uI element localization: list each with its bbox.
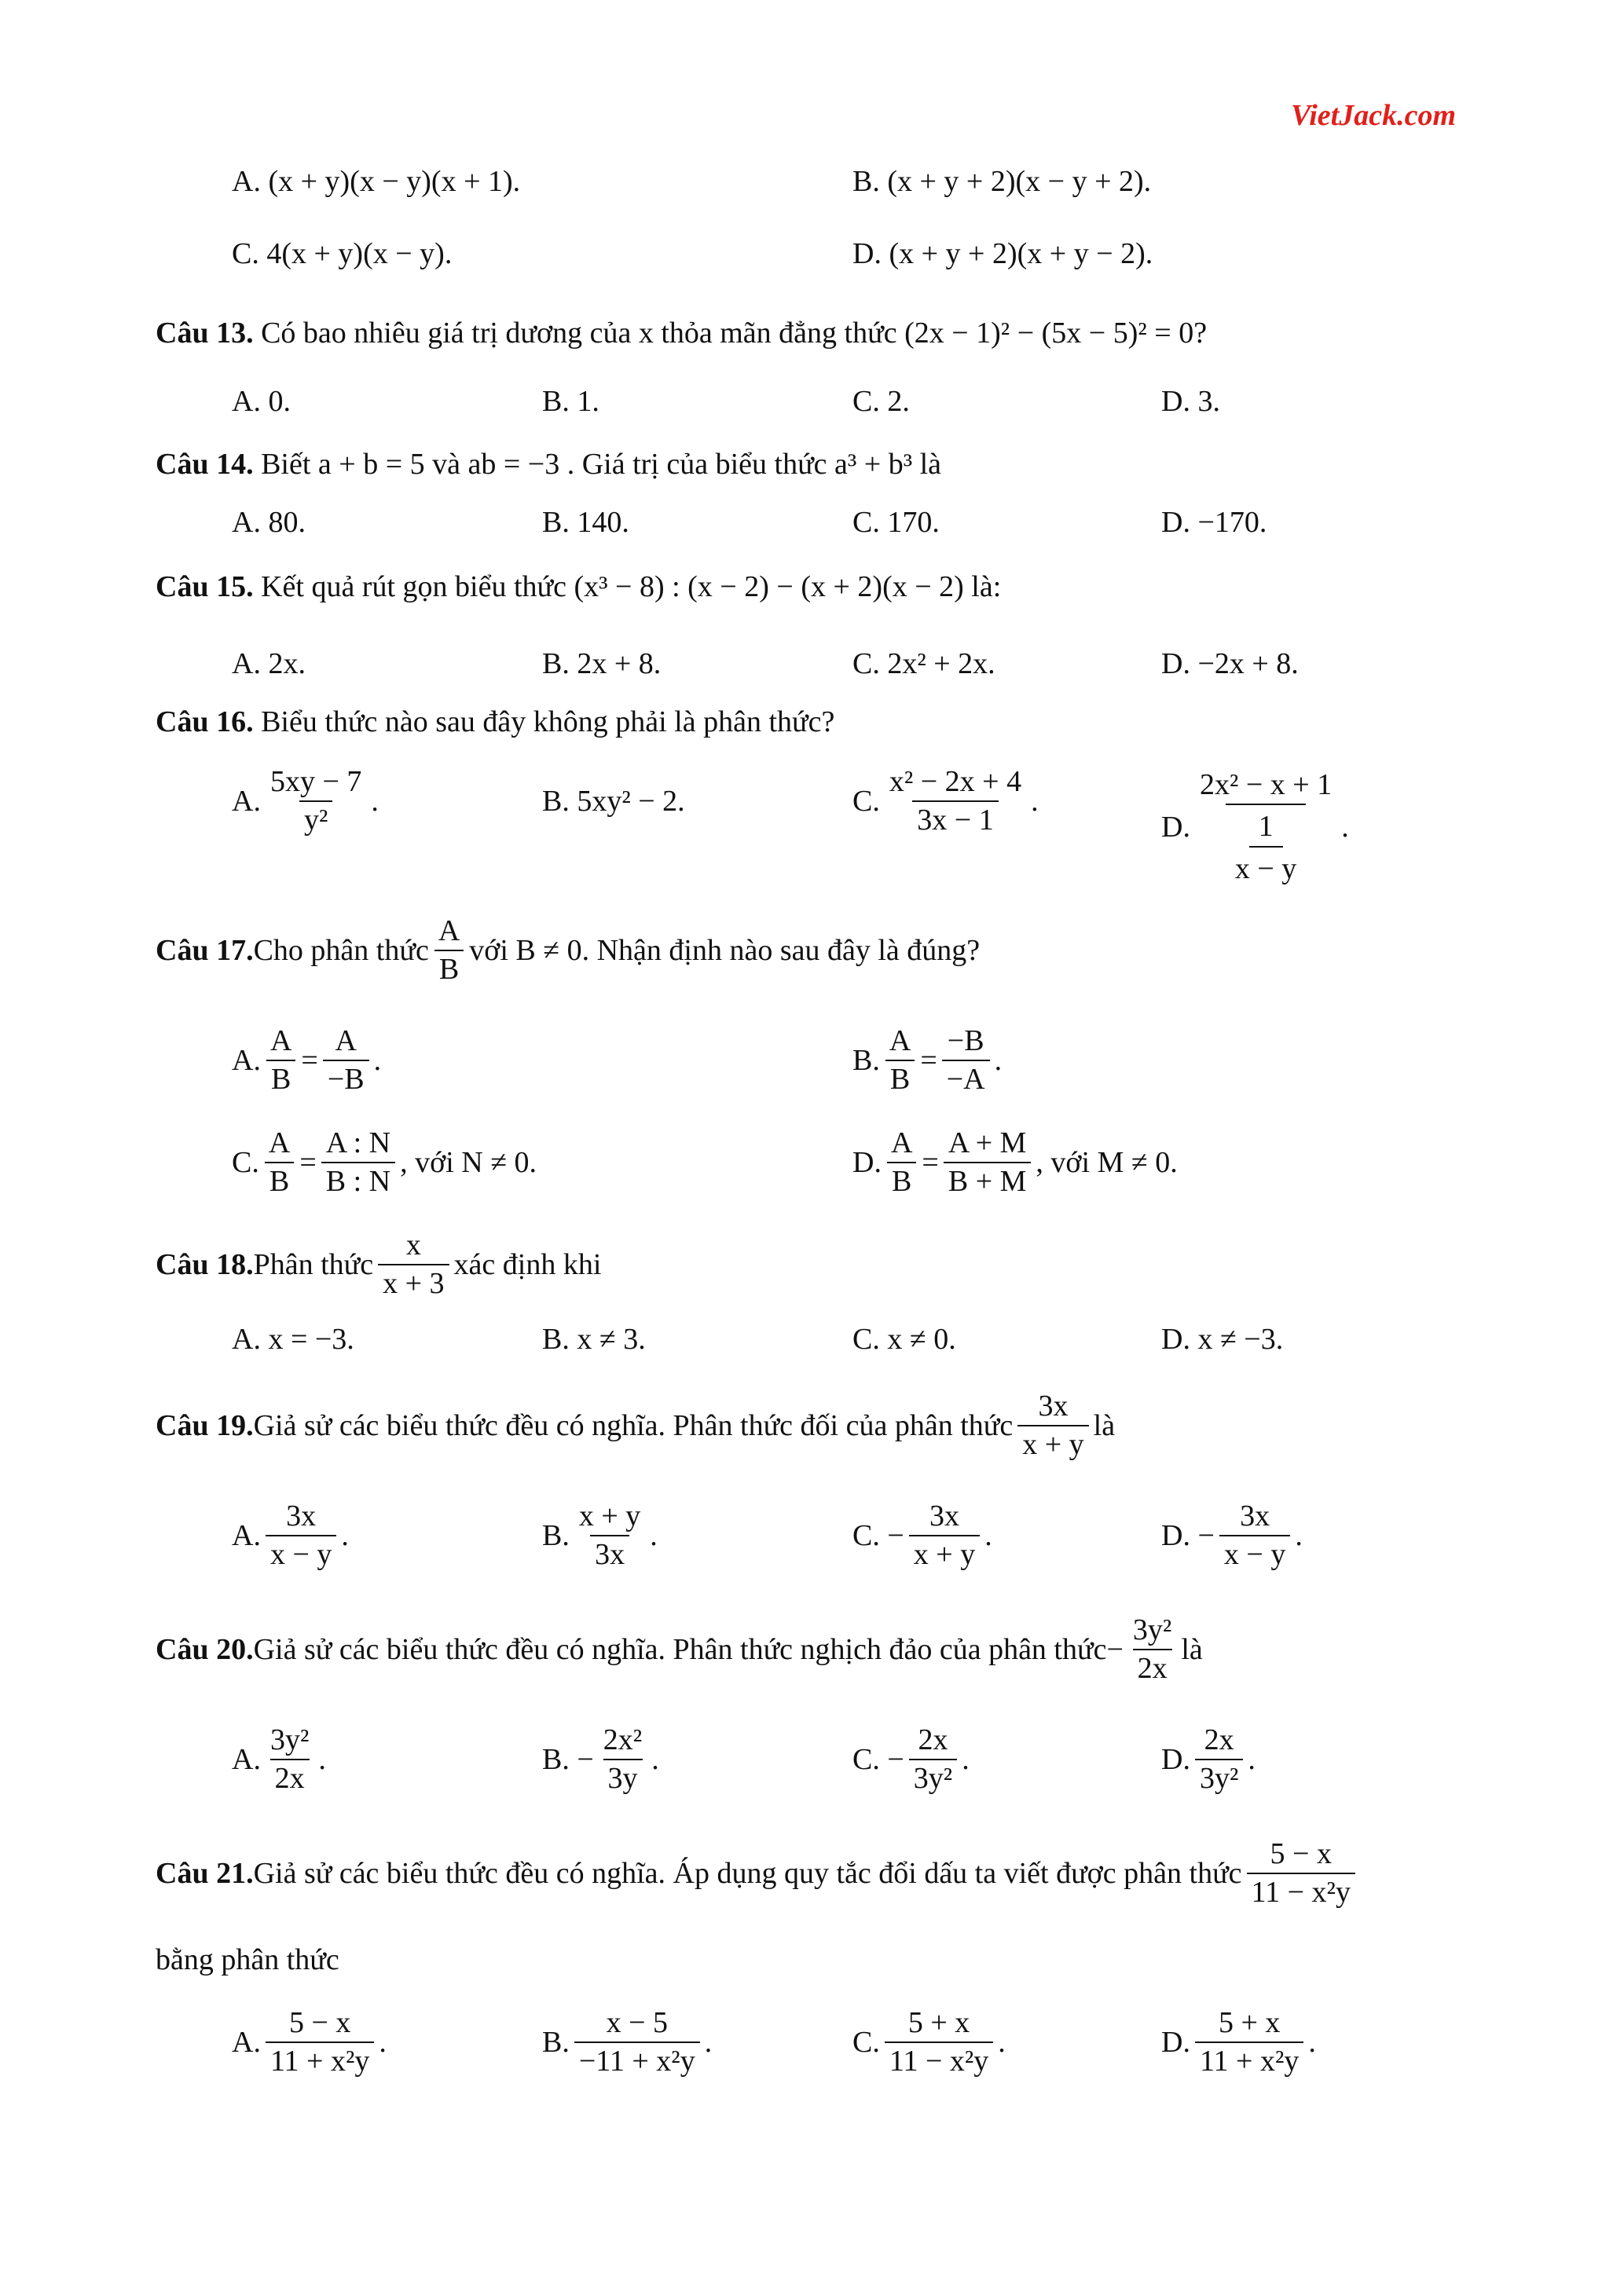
q17-option-b: B. $\frac{A}{B}$ = $\frac{-B}{-A}$ .	[852, 1013, 1002, 1108]
question-text: Biết a + b = 5 và ab = −3 . Giá trị của biểu thức a³ + b³ là	[253, 448, 942, 481]
q18-option-a: A. x = −3.	[232, 1323, 354, 1356]
question-number: Câu 20.	[156, 1633, 254, 1666]
q13-option-a: A. 0.	[232, 385, 291, 418]
q16-option-a: A. $\frac{5xy - 7}{\text{y²}}$ .	[232, 754, 379, 848]
q21-stem-line2: bằng phân thức	[156, 1943, 339, 1976]
q15-option-b: B. 2x + 8.	[542, 647, 662, 680]
q16-option-d: D. $\frac{\text{2x² − x + 1}}{\frac{1}{x - y}}$ .	[1161, 760, 1349, 894]
question-text: Có bao nhiêu giá trị dương của x thỏa mãn đẳng thức (2x − 1)² − (5x − 5)² = 0?	[253, 317, 1208, 350]
fraction: $\frac{x}{x + 3}$	[378, 1227, 449, 1303]
q19-option-a: A. $\frac{3x}{x - y}$ .	[232, 1489, 349, 1583]
q14-option-a: A. 80.	[232, 506, 306, 539]
q14-option-d: D. −170.	[1161, 506, 1267, 539]
q15-option-c: C. 2x² + 2x.	[852, 647, 995, 680]
q12-option-b: B. (x + y + 2)(x − y + 2).	[852, 165, 1152, 198]
q18-stem: Câu 18. Phân thức $\frac{x}{x + 3}$ xác định khi	[156, 1218, 601, 1312]
q12-option-d: D. (x + y + 2)(x + y − 2).	[852, 237, 1153, 270]
q17-stem: Câu 17. Cho phân thức $\frac{A}{B}$ với B ≠ 0. Nhận định nào sau đây là đúng?	[156, 903, 980, 998]
q18-option-b: B. x ≠ 3.	[542, 1323, 646, 1356]
q21-option-c: C. $\frac{5 + x}{\text{11 − x²y}}$ .	[852, 1995, 1006, 2089]
question-number: Câu 17.	[156, 934, 254, 967]
brand-logo-text: VietJack.com	[1291, 99, 1457, 132]
q18-option-d: D. x ≠ −3.	[1161, 1323, 1284, 1356]
fraction: $\frac{5xy - 7}{\text{y²}}$	[266, 764, 366, 840]
q13-stem	[156, 318, 1207, 348]
question-number: Câu 18.	[156, 1248, 254, 1281]
q14-option-b: B. 140.	[542, 506, 629, 539]
q16-option-c: C. $\frac{\text{x² − 2x + 4}}{3x - 1}$ .	[852, 754, 1039, 848]
q20-option-b: B. − $\frac{\text{2x²}}{3y}$ .	[542, 1712, 659, 1807]
fraction: $\frac{\text{3y²}}{2x}$	[1128, 1612, 1176, 1688]
fraction: $\frac{\text{x² − 2x + 4}}{3x - 1}$	[885, 764, 1026, 840]
q21-option-d: D. $\frac{5 + x}{\text{11 + x²y}}$ .	[1161, 1995, 1316, 2089]
q13-option-c: C. 2.	[852, 385, 910, 418]
question-number: Câu 19.	[156, 1409, 254, 1442]
question-text: Biểu thức nào sau đây không phải là phân thức?	[253, 705, 835, 738]
q15-stem	[156, 572, 1001, 602]
question-number: Câu 15.	[156, 570, 254, 603]
q17-option-c: C. $\frac{A}{B}$ = $\frac{A : N}{B : N}$ , với N ≠ 0.	[232, 1115, 537, 1210]
q12-option-c: C. 4(x + y)(x − y).	[232, 237, 453, 270]
q13-option-d: D. 3.	[1161, 385, 1220, 418]
q18-option-c: C. x ≠ 0.	[852, 1323, 956, 1356]
q13-option-b: B. 1.	[542, 385, 599, 418]
q21-option-a: A. $\frac{5 - x}{\text{11 + x²y}}$ .	[232, 1995, 387, 2089]
q20-stem: Câu 20. Giả sử các biểu thức đều có nghĩa. Phân thức nghịch đảo của phân thức − $\frac{\text{3y²}}{2x}$ là	[156, 1602, 1203, 1697]
fraction: $\frac{A}{B}$	[434, 913, 464, 989]
question-number: Câu 21.	[156, 1857, 254, 1890]
q19-stem: Câu 19. Giả sử các biểu thức đều có nghĩa. Phân thức đối của phân thức $\frac{3x}{x + y}$ là	[156, 1379, 1115, 1473]
question-number: Câu 16.	[156, 705, 254, 738]
q21-stem: Câu 21. Giả sử các biểu thức đều có nghĩa. Áp dụng quy tắc đổi dấu ta viết được phân thức $\frac{5 - x}{\text{11 − x²y}}$	[156, 1826, 1360, 1921]
q20-option-a: A. $\frac{\text{3y²}}{2x}$ .	[232, 1712, 326, 1807]
q12-option-a: A. (x + y)(x − y)(x + 1).	[232, 165, 521, 198]
q14-stem	[156, 449, 941, 479]
q17-option-a: A. $\frac{A}{B}$ = $\frac{A}{-B}$ .	[232, 1013, 381, 1108]
question-number: Câu 14.	[156, 448, 254, 481]
question-number: Câu 13.	[156, 317, 254, 350]
q17-option-d: D. $\frac{A}{B}$ = $\frac{A + M}{B + M}$ , với M ≠ 0.	[852, 1115, 1178, 1210]
q14-option-c: C. 170.	[852, 506, 940, 539]
q19-option-b: B. $\frac{x + y}{3x}$ .	[542, 1489, 658, 1583]
q21-option-b: B. $\frac{x - 5}{\text{−11 + x²y}}$ .	[542, 1995, 712, 2089]
question-text: Kết quả rút gọn biểu thức (x³ − 8) : (x − 2) − (x + 2)(x − 2) là:	[253, 570, 1002, 603]
q15-option-d: D. −2x + 8.	[1161, 647, 1299, 680]
q20-option-c: C. − $\frac{2x}{\text{3y²}}$ .	[852, 1712, 970, 1807]
q15-option-a: A. 2x.	[232, 647, 306, 680]
q20-option-d: D. $\frac{2x}{\text{3y²}}$ .	[1161, 1712, 1256, 1807]
q19-option-c: C. − $\frac{3x}{x + y}$ .	[852, 1489, 992, 1583]
q19-option-d: D. − $\frac{3x}{x - y}$ .	[1161, 1489, 1303, 1583]
fraction: $\frac{5 - x}{\text{11 − x²y}}$	[1247, 1836, 1355, 1912]
fraction: $\frac{3x}{x + y}$	[1017, 1388, 1088, 1464]
q16-stem	[156, 707, 834, 737]
q16-option-b: B. 5xy² − 2.	[542, 785, 685, 818]
compound-fraction: $\frac{\text{2x² − x + 1}}{\frac{1}{x - y}}$	[1195, 767, 1336, 888]
